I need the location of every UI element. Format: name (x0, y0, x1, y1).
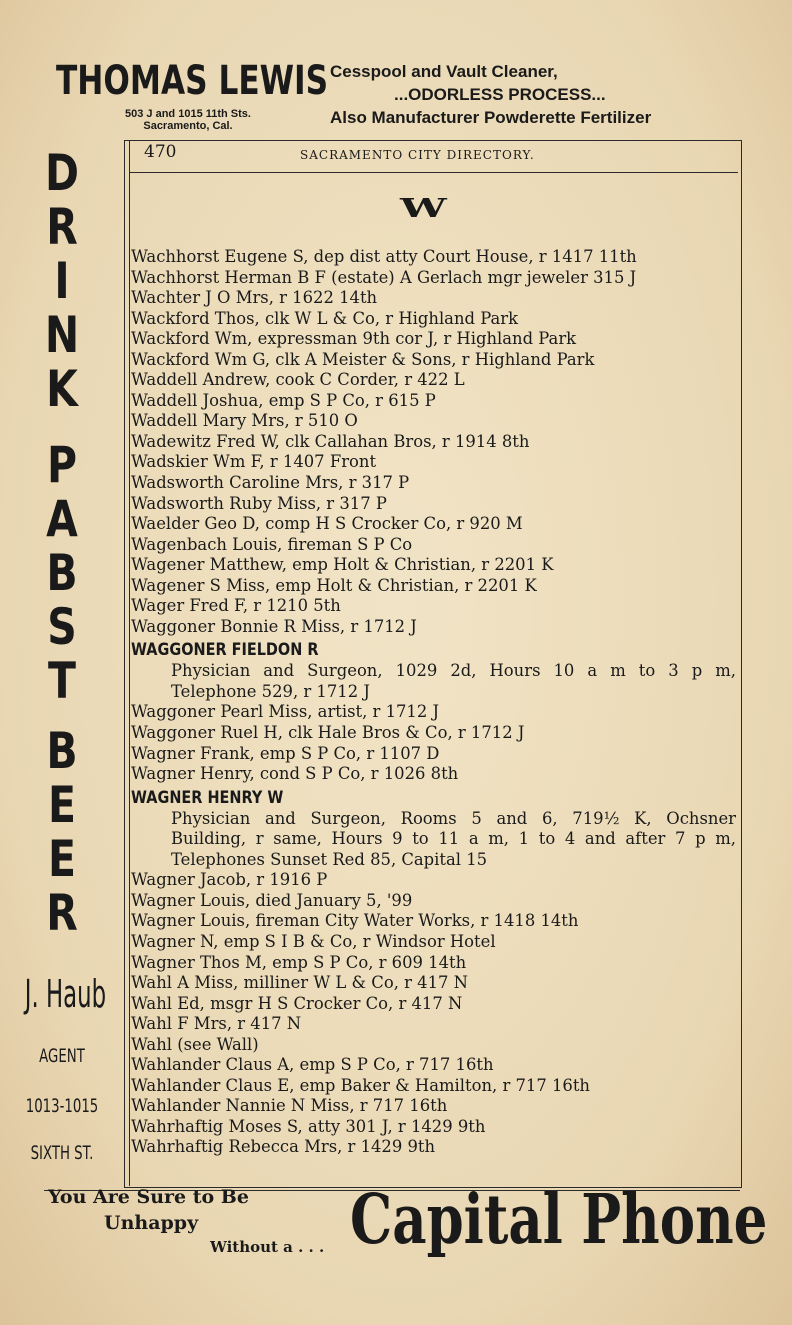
directory-entry: Waggoner Ruel H, clk Hale Bros & Co, r 1712 J (131, 723, 525, 743)
advertiser-address-line1: 503 J and 1015 11th Sts. (125, 108, 251, 120)
directory-entry: Physician and Surgeon, 1029 2d, Hours 10 a m to 3 p m, (171, 661, 736, 681)
directory-entry: Wachhorst Eugene S, dep dist atty Court House, r 1417 11th (131, 247, 637, 266)
bottom-ad-line1: You Are Sure to Be (48, 1186, 249, 1208)
directory-entry: Wahl (see Wall) (131, 1034, 259, 1054)
directory-entry: Building, r same, Hours 9 to 11 a m, 1 to 4 and after 7 p m, (171, 829, 736, 849)
directory-entry: Wadsworth Ruby Miss, r 317 P (131, 493, 387, 513)
directory-entry: Waelder Geo D, comp H S Crocker Co, r 920 M (131, 514, 523, 534)
section-letter: W (400, 194, 449, 224)
ad-brand-haub: J. Haub (24, 972, 107, 1016)
directory-entry: Wadewitz Fred W, clk Callahan Bros, r 1914 8th (131, 431, 530, 451)
directory-entry: Wahl F Mrs, r 417 N (131, 1014, 302, 1034)
directory-entry: Wagner Jacob, r 1916 P (131, 870, 328, 890)
directory-entry: Wahlander Claus E, emp Baker & Hamilton, r 717 16th (131, 1075, 590, 1095)
running-head: SACRAMENTO CITY DIRECTORY. (300, 148, 535, 162)
directory-entry: Wahl A Miss, milliner W L & Co, r 417 N (131, 973, 468, 993)
bottom-ad-line3: Without a . . . (210, 1238, 325, 1256)
directory-entries (131, 247, 736, 1158)
ad-service-line3: Also Manufacturer Powderette Fertilizer (330, 108, 652, 127)
ad-letter: E (47, 830, 77, 888)
directory-entry: Wagner Louis, fireman City Water Works, r 1418 14th (131, 911, 579, 931)
directory-entry: Wahl Ed, msgr H S Crocker Co, r 417 N (131, 993, 463, 1013)
ad-word-pabst (11, 438, 113, 708)
bottom-ad-brand: Capital Phone (350, 1180, 768, 1260)
directory-entry: Wager Fred F, r 1210 5th (131, 596, 341, 616)
directory-entry: Telephone 529, r 1712 J (171, 681, 370, 701)
ad-service-line1: Cesspool and Vault Cleaner, (330, 62, 558, 81)
directory-entry: Wahlander Nannie N Miss, r 717 16th (131, 1096, 448, 1116)
directory-entry: Wagenbach Louis, fireman S P Co (131, 534, 413, 554)
directory-entry: Waddell Mary Mrs, r 510 O (131, 411, 358, 431)
directory-entry-heading: WAGNER HENRY W (131, 787, 284, 808)
directory-entry: Wachter J O Mrs, r 1622 14th (131, 288, 378, 308)
ad-letter: D (44, 144, 80, 202)
directory-entry: Wackford Wm, expressman 9th cor J, r Highland Park (131, 329, 577, 349)
ad-letter: K (46, 360, 78, 418)
advertiser-address-line2: Sacramento, Cal. (143, 120, 233, 132)
ad-letter: A (46, 490, 78, 548)
directory-entry: Wahrhaftig Rebecca Mrs, r 1429 9th (131, 1137, 436, 1157)
side-double-rule (124, 140, 130, 1186)
ad-agent-address2: SIXTH ST. (30, 1142, 94, 1164)
directory-entry: Wahlander Claus A, emp S P Co, r 717 16th (131, 1055, 494, 1075)
ad-letter: R (46, 198, 78, 256)
advertiser-address (88, 108, 288, 132)
directory-entry: Wackford Wm G, clk A Meister & Sons, r Highland Park (131, 349, 595, 369)
directory-entry: Wadskier Wm F, r 1407 Front (131, 452, 377, 472)
bottom-ad-line2: Unhappy (104, 1212, 199, 1234)
ad-word-beer (11, 724, 113, 940)
directory-entry: Wagner Thos M, emp S P Co, r 609 14th (131, 952, 467, 972)
directory-entry: Waggoner Bonnie R Miss, r 1712 J (131, 616, 417, 636)
directory-entry: Wadsworth Caroline Mrs, r 317 P (131, 473, 410, 493)
directory-entry: Wagener Matthew, emp Holt & Christian, r 2201 K (131, 555, 554, 575)
ad-service-line2: ...ODORLESS PROCESS... (394, 85, 606, 104)
directory-entry: Physician and Surgeon, Rooms 5 and 6, 719½ K, Ochsner (171, 808, 736, 828)
ad-word-drink (11, 146, 113, 416)
directory-entry: Wagner Frank, emp S P Co, r 1107 D (131, 743, 440, 763)
directory-entry: Wahrhaftig Moses S, atty 301 J, r 1429 9th (131, 1116, 486, 1136)
ad-letter: R (46, 884, 78, 942)
directory-entry: Wagner Henry, cond S P Co, r 1026 8th (131, 764, 459, 784)
directory-entry: Waggoner Pearl Miss, artist, r 1712 J (131, 702, 440, 722)
ad-letter: I (54, 252, 70, 310)
directory-entry: Wachhorst Herman B F (estate) A Gerlach mgr jeweler 315 J (131, 267, 637, 287)
ad-letter: S (47, 598, 77, 656)
directory-entry: Wagner N, emp S I B & Co, r Windsor Hotel (131, 931, 496, 951)
directory-entry: Wagner Louis, died January 5, '99 (131, 890, 413, 910)
advertiser-services (330, 60, 750, 129)
ad-letter: B (46, 544, 78, 602)
directory-entry: Waddell Joshua, emp S P Co, r 615 P (131, 390, 436, 410)
ad-agent-label: AGENT (39, 1045, 85, 1067)
directory-entry: Waddell Andrew, cook C Corder, r 422 L (131, 370, 465, 390)
directory-entry-heading: WAGGONER FIELDON R (131, 640, 319, 661)
top-advertisement (0, 0, 792, 140)
left-advertisement (0, 140, 124, 1186)
directory-entry: Wackford Thos, clk W L & Co, r Highland Park (131, 308, 519, 328)
header-divider (130, 172, 738, 173)
ad-letter: N (44, 306, 80, 364)
ad-letter: P (46, 436, 78, 494)
ad-letter: B (46, 722, 78, 780)
ad-letter: E (47, 776, 77, 834)
directory-entry: Telephones Sunset Red 85, Capital 15 (171, 849, 488, 869)
advertiser-name: THOMAS LEWIS (56, 58, 329, 104)
ad-letter: T (48, 652, 76, 710)
directory-entry: Wagener S Miss, emp Holt & Christian, r 2201 K (131, 575, 537, 595)
page-number: 470 (144, 142, 177, 162)
ad-agent-address1: 1013-1015 (25, 1095, 99, 1117)
